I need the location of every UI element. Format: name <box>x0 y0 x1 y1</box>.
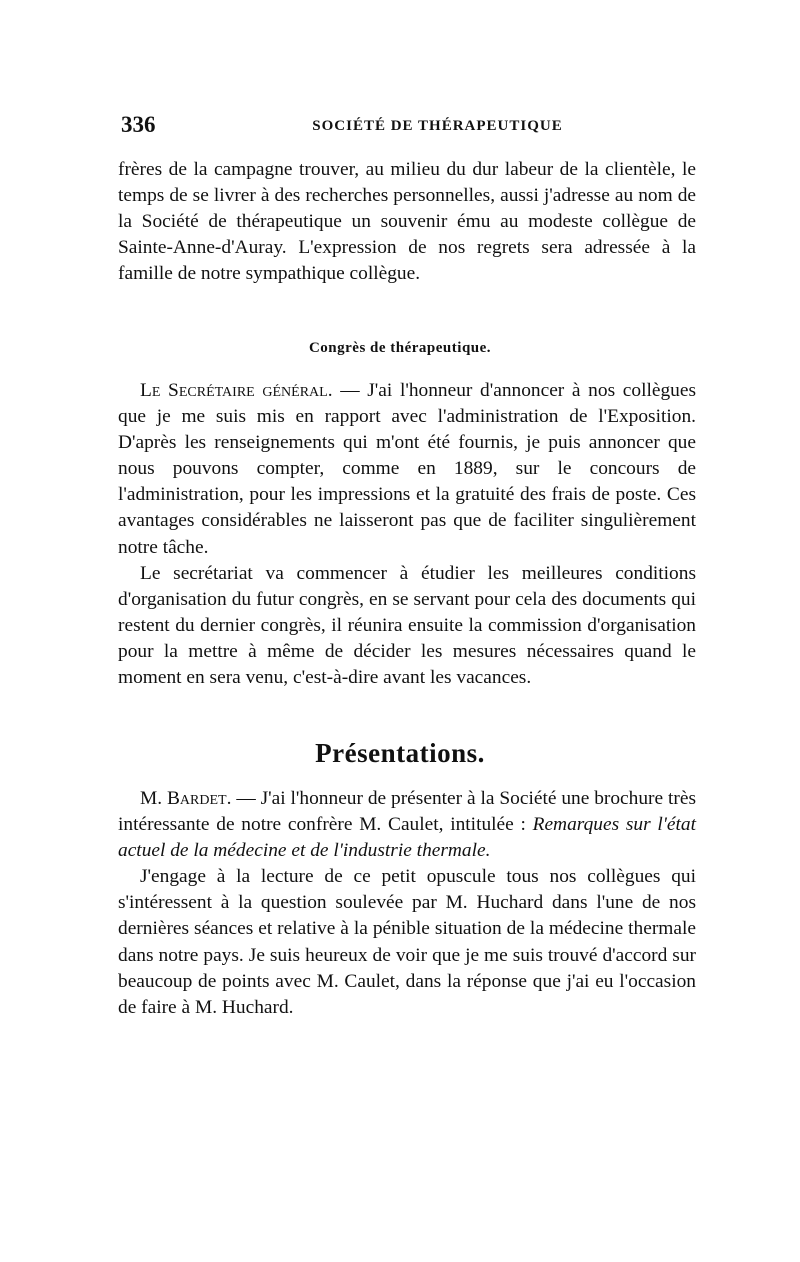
page-number: 336 <box>121 112 156 137</box>
paragraph-intro <box>118 157 696 287</box>
bardet-paragraph-2: J'engage à la lecture de ce petit opuscule tous nos collègues qui s'intéressent à la question soulevée par M. Huchard dans l'une de nos dernières séances et relative à la pénible situation de la médecine thermale dans notre pays. Je suis heureux de voir que je me suis trouvé d'accord sur beaucoup de points avec M. Caulet, dans la réponse que j'ai eu l'occasion de faire à M. Huchard. <box>118 866 696 1018</box>
bardet-prefix: M. <box>140 788 167 809</box>
bardet-paragraph <box>118 786 696 864</box>
secretary-paragraph-2: Le secrétariat va commencer à étudier les meilleures conditions d'organisation du futur congrès, en se servant pour cela des documents qui restent du dernier congrès, il réunira ensuite la commission d'organisation pour la mettre à même de décider les mesures nécessaires quand le moment en sera venu, c'est-à-dire avant les vacances. <box>118 562 696 689</box>
bardet-section <box>118 786 696 1021</box>
brochure-title: Remarques sur l'état actuel de la médecine et de l'industrie thermale. <box>118 814 696 862</box>
secretary-section <box>118 378 696 691</box>
subheading-congres: Congrès de thérapeutique. <box>308 340 492 356</box>
paragraph-intro-text: frères de la campagne trouver, au milieu du dur labeur de la clientèle, le temps de se livrer à des recherches personnelles, aussi j'adresse au nom de la Société de thérapeutique un souvenir ému au modeste collègue de Sainte-Anne-d'Auray. L'expression de nos regrets sera adressée à la famille de notre sympathique collègue. <box>118 159 696 285</box>
bardet-text: — J'ai l'honneur de présenter à la Société une brochure très intéressante de notre confrère M. Caulet, intitulée : <box>118 788 697 836</box>
secretary-text: — J'ai l'honneur d'annoncer à nos collègues que je me suis mis en rapport avec l'administration de l'Exposition. D'après les renseignements qui m'ont été fournis, je puis annoncer que nous pouvons compter, comme en 1889, sur le concours de l'administration, pour les impressions et la gratuité des frais de poste. Ces avantages considérables ne laisseront pas que de faciliter singulièrement notre tâche. <box>118 380 697 558</box>
section-title: Présentations. <box>315 738 485 768</box>
speaker-name: Bardet. <box>166 788 232 809</box>
speaker-name: Le Secrétaire général. <box>140 380 333 401</box>
secretary-paragraph <box>118 378 696 561</box>
running-title: SOCIÉTÉ DE THÉRAPEUTIQUE <box>312 118 563 134</box>
page-header <box>121 112 694 146</box>
